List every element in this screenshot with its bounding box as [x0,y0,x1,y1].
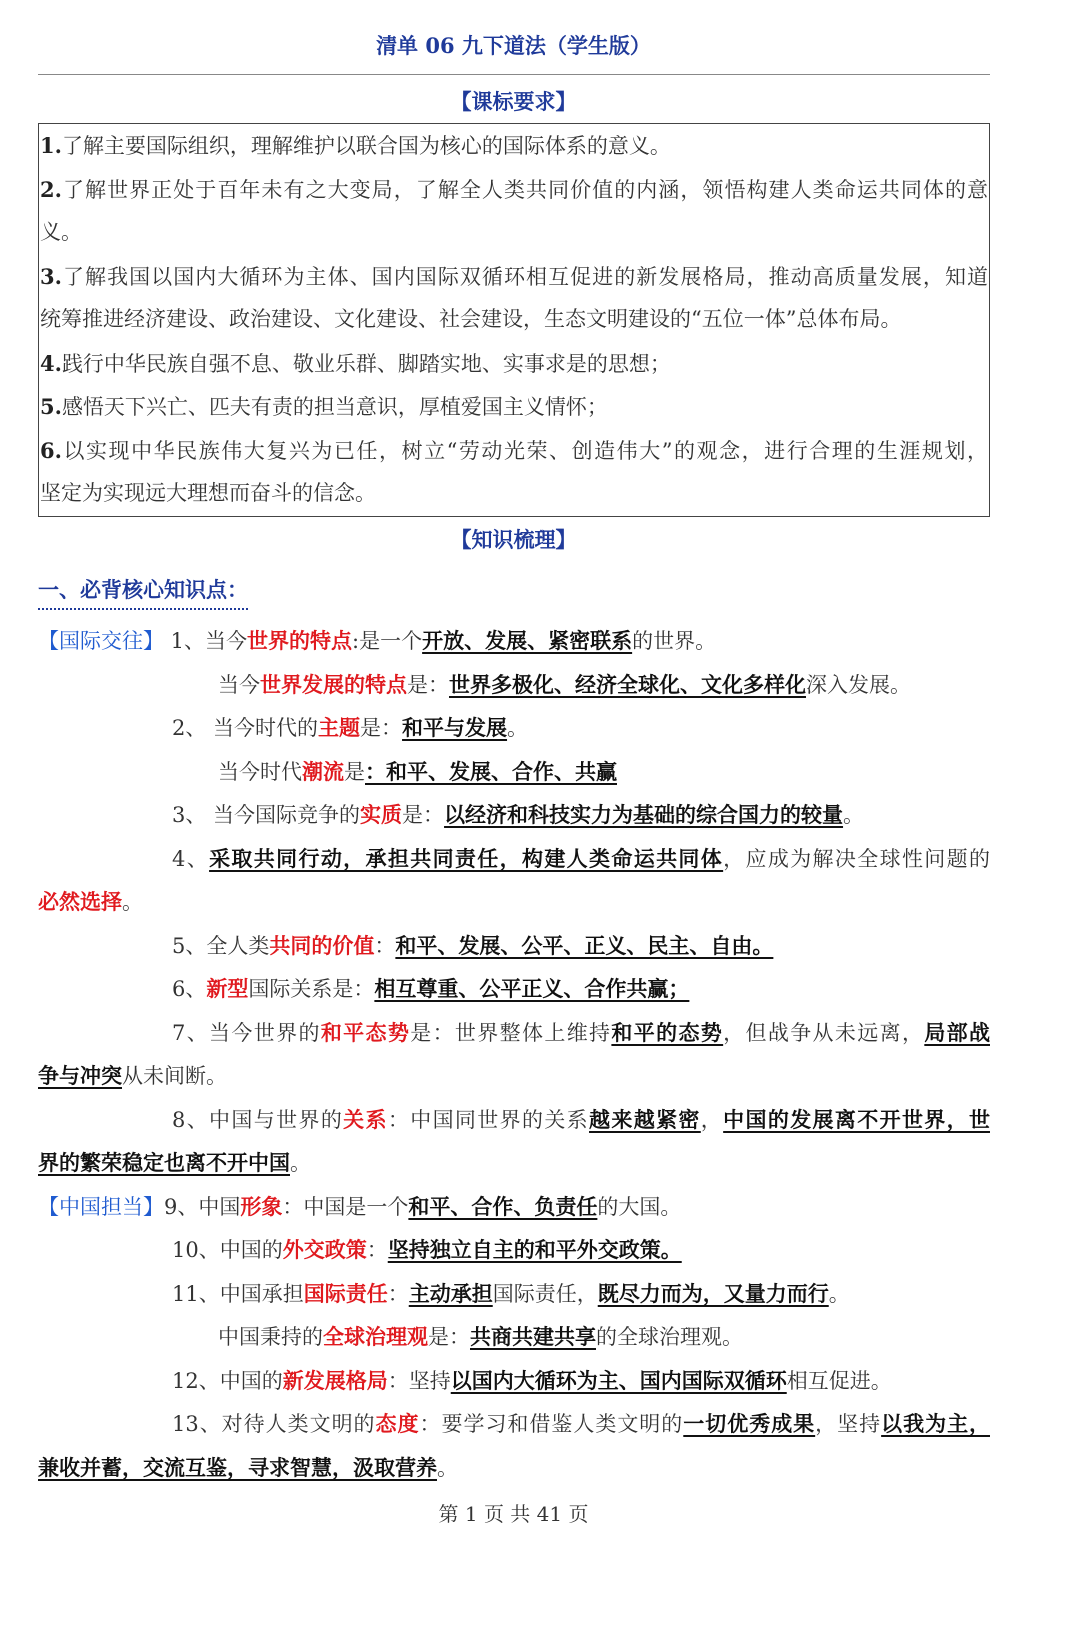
underlined-answer: 兼收并蓄，交流互鉴，寻求智慧，汲取营养 [38,1454,437,1480]
underlined-answer: 和平、合作、负责任 [408,1193,598,1219]
text-segment: ： [366,1238,388,1262]
key-term: 世界的特点 [247,628,353,653]
text-segment: 国际责任， [492,1281,598,1306]
document-title: 清单 06 九下道法（学生版） [376,33,651,58]
underlined-answer: 共商共建共享 [470,1324,596,1349]
knowledge-heading: 一、必背核心知识点： [38,572,248,610]
item-number: 4. [40,350,62,376]
knowledge-line [38,1228,990,1272]
knowledge-line [38,924,990,968]
text-segment: 4、 [172,846,210,871]
key-term: 和平态势 [320,1019,411,1045]
knowledge-line [38,1359,990,1403]
text-segment: 统筹推进经济建设、政治建设、文化建设、社会建设，生态文明建设的“五位一体”总体布局。 [40,307,902,331]
text-segment: 当今 [218,672,260,697]
underlined-answer: 坚持独立自主的和平外交政策。 [387,1237,682,1262]
text-segment: 感悟天下兴亡、匹夫有责的担当意识，厚植爱国主义情怀； [61,395,608,419]
page-number: 第 1 页 共 41 页 [438,1502,589,1526]
underlined-answer: 以国内大循环为主、国内国际双循环 [450,1367,787,1393]
underlined-answer: 以我为主， [881,1411,990,1436]
text-segment: ：要学习和借鉴人类文明的 [419,1412,684,1436]
text-segment: 是：世界整体上维持 [410,1020,612,1045]
requirement-line [39,385,989,429]
knowledge-line [38,1446,990,1490]
requirement-line [39,298,989,342]
requirement-line [39,211,989,255]
underlined-answer: 一切优秀成果 [683,1411,816,1436]
text-segment: 了解世界正处于百年未有之大变局，了解全人类共同价值的内涵，领悟构建人类命运共同体的意 [61,177,988,202]
text-segment: 。 [122,890,143,914]
knowledge-line [38,1054,990,1098]
underlined-answer: 和平、发展、公平、正义、民主、自由。 [395,932,774,958]
key-term: 态度 [375,1411,420,1436]
text-segment: 是： [360,716,403,740]
underlined-answer: 和平与发展 [402,715,508,740]
text-segment: 7、当今世界的 [172,1020,321,1045]
text-segment: 。 [843,803,865,827]
knowledge-line [38,793,990,837]
text-segment: 12、中国的 [172,1368,283,1393]
section-title-requirements: 【课标要求】 [450,89,577,114]
text-segment: 5、全人类 [172,933,270,958]
text-segment: 以实现中华民族伟大复兴为已任，树立“劳动光荣、创造伟大”的观念，进行合理的生涯规划， [61,438,988,463]
knowledge-line [38,619,990,663]
text-segment: 了解主要国际组织，理解维护以联合国为核心的国际体系的意义。 [61,134,671,158]
item-number: 3. [40,263,62,289]
key-term: 新型 [206,976,249,1001]
knowledge-list [38,619,990,1489]
key-term: 国际责任 [303,1280,388,1306]
text-segment: 。 [507,716,529,740]
item-number: 6. [40,437,62,463]
key-term: 潮流 [302,758,344,784]
knowledge-line [38,880,990,924]
text-segment: ：坚持 [387,1368,451,1393]
text-segment: 8、中国与世界的 [172,1107,344,1132]
text-segment: ，但战争从未远离， [723,1020,925,1045]
text-segment: 是 [344,759,365,784]
text-segment: 10、中国的 [172,1238,283,1262]
item-number: 5. [40,394,62,419]
knowledge-line [38,1185,990,1229]
requirement-line [39,429,989,473]
text-segment: 是： [402,803,445,827]
knowledge-line [38,706,990,750]
text-segment: 是： [428,1325,470,1349]
text-segment: 的大国。 [597,1194,682,1219]
underlined-answer: 越来越紧密 [589,1106,701,1132]
knowledge-line [38,1315,990,1359]
underlined-answer: 相互尊重、公平正义、合作共赢； [374,976,690,1001]
text-segment: 。 [437,1455,458,1480]
underlined-answer: 主动承担 [408,1280,493,1306]
text-segment: 。 [828,1281,850,1306]
knowledge-line [38,663,990,707]
text-segment: 3、 当今国际竞争的 [172,803,361,827]
knowledge-line [38,1272,990,1316]
requirement-line [39,124,989,168]
text-segment: 11、中国承担 [172,1281,304,1306]
knowledge-line [38,1402,990,1446]
text-segment: 是： [407,672,449,697]
text-segment: 践行中华民族自强不息、敬业乐群、脚踏实地、实事求是的思想； [61,351,671,376]
knowledge-line [38,967,990,1011]
underlined-answer: 开放、发展、紧密联系 [422,628,633,653]
requirement-line [39,255,989,299]
text-segment: 当今时代 [218,759,302,784]
text-segment: 。 [290,1151,311,1175]
knowledge-line [38,837,990,881]
underlined-answer: 世界多极化、经济全球化、文化多样化 [449,671,806,697]
key-term: 主题 [318,715,361,740]
requirement-line [39,472,989,516]
text-segment: ，坚持 [815,1412,882,1436]
knowledge-line [38,750,990,794]
knowledge-line [38,1011,990,1055]
key-term: 全球治理观 [323,1324,428,1349]
underlined-answer: 争与冲突 [38,1063,122,1088]
underlined-answer: 和平的态势 [611,1019,724,1045]
text-segment: 6、 [172,977,207,1001]
key-term: 实质 [360,802,403,827]
text-segment: 1、当今 [164,629,248,653]
text-segment: 从未间断。 [122,1064,227,1088]
text-segment: 的世界。 [632,629,717,653]
text-segment: 13、对待人类文明的 [172,1412,376,1436]
text-segment: ： [387,1281,409,1306]
key-term: 外交政策 [282,1237,367,1262]
key-term: 必然选择 [38,889,122,914]
text-segment: ： [374,933,396,958]
requirement-line [39,342,989,386]
text-segment: :是一个 [352,629,423,653]
text-segment: 的全球治理观。 [596,1325,743,1349]
text-segment: 相互促进。 [786,1368,892,1393]
text-segment: ：中国是一个 [282,1194,409,1219]
key-term: 新发展格局 [282,1367,388,1393]
text-segment: ，应成为解决全球性问题的 [723,846,990,871]
knowledge-line [38,1141,990,1185]
text-segment: 义。 [40,220,82,244]
text-segment: 坚定为实现远大理想而奋斗的信念。 [40,481,376,505]
underlined-answer: 以经济和科技实力为基础的综合国力的较量 [444,802,844,827]
key-term: 形象 [240,1193,283,1219]
category-label: 【中国担当】 [38,1194,164,1219]
text-segment: 了解我国以国内大循环为主体、国内国际双循环相互促进的新发展格局，推动高质量发展，知道 [61,264,988,289]
text-segment: 中国秉持的 [218,1325,323,1349]
knowledge-line [38,1098,990,1142]
text-segment: 9、中国 [164,1194,241,1219]
text-segment: 2、 当今时代的 [172,716,319,740]
text-segment: ， [700,1107,724,1132]
key-term: 共同的价值 [269,932,375,958]
header-divider [38,74,990,75]
text-segment: 国际关系是： [248,977,375,1001]
underlined-answer: 中国的发展离不开世界，世 [723,1106,990,1132]
item-number: 1. [40,133,62,158]
section-title-knowledge: 【知识梳理】 [450,527,577,552]
underlined-answer: 既尽力而为，又量力而行 [597,1280,829,1306]
text-segment: ：中国同世界的关系 [387,1107,590,1132]
requirement-line [39,168,989,212]
underlined-answer: 界的繁荣稳定也离不开中国 [38,1150,290,1175]
key-term: 世界发展的特点 [260,671,407,697]
underlined-answer: 局部战 [924,1019,990,1045]
key-term: 关系 [343,1106,388,1132]
item-number: 2. [40,176,62,202]
underlined-answer: ：和平、发展、合作、共赢 [365,758,617,784]
text-segment: 深入发展。 [806,672,911,697]
requirements-box [38,123,990,517]
category-label: 【国际交往】 [38,629,164,653]
underlined-answer: 采取共同行动，承担共同责任，构建人类命运共同体 [209,845,724,871]
